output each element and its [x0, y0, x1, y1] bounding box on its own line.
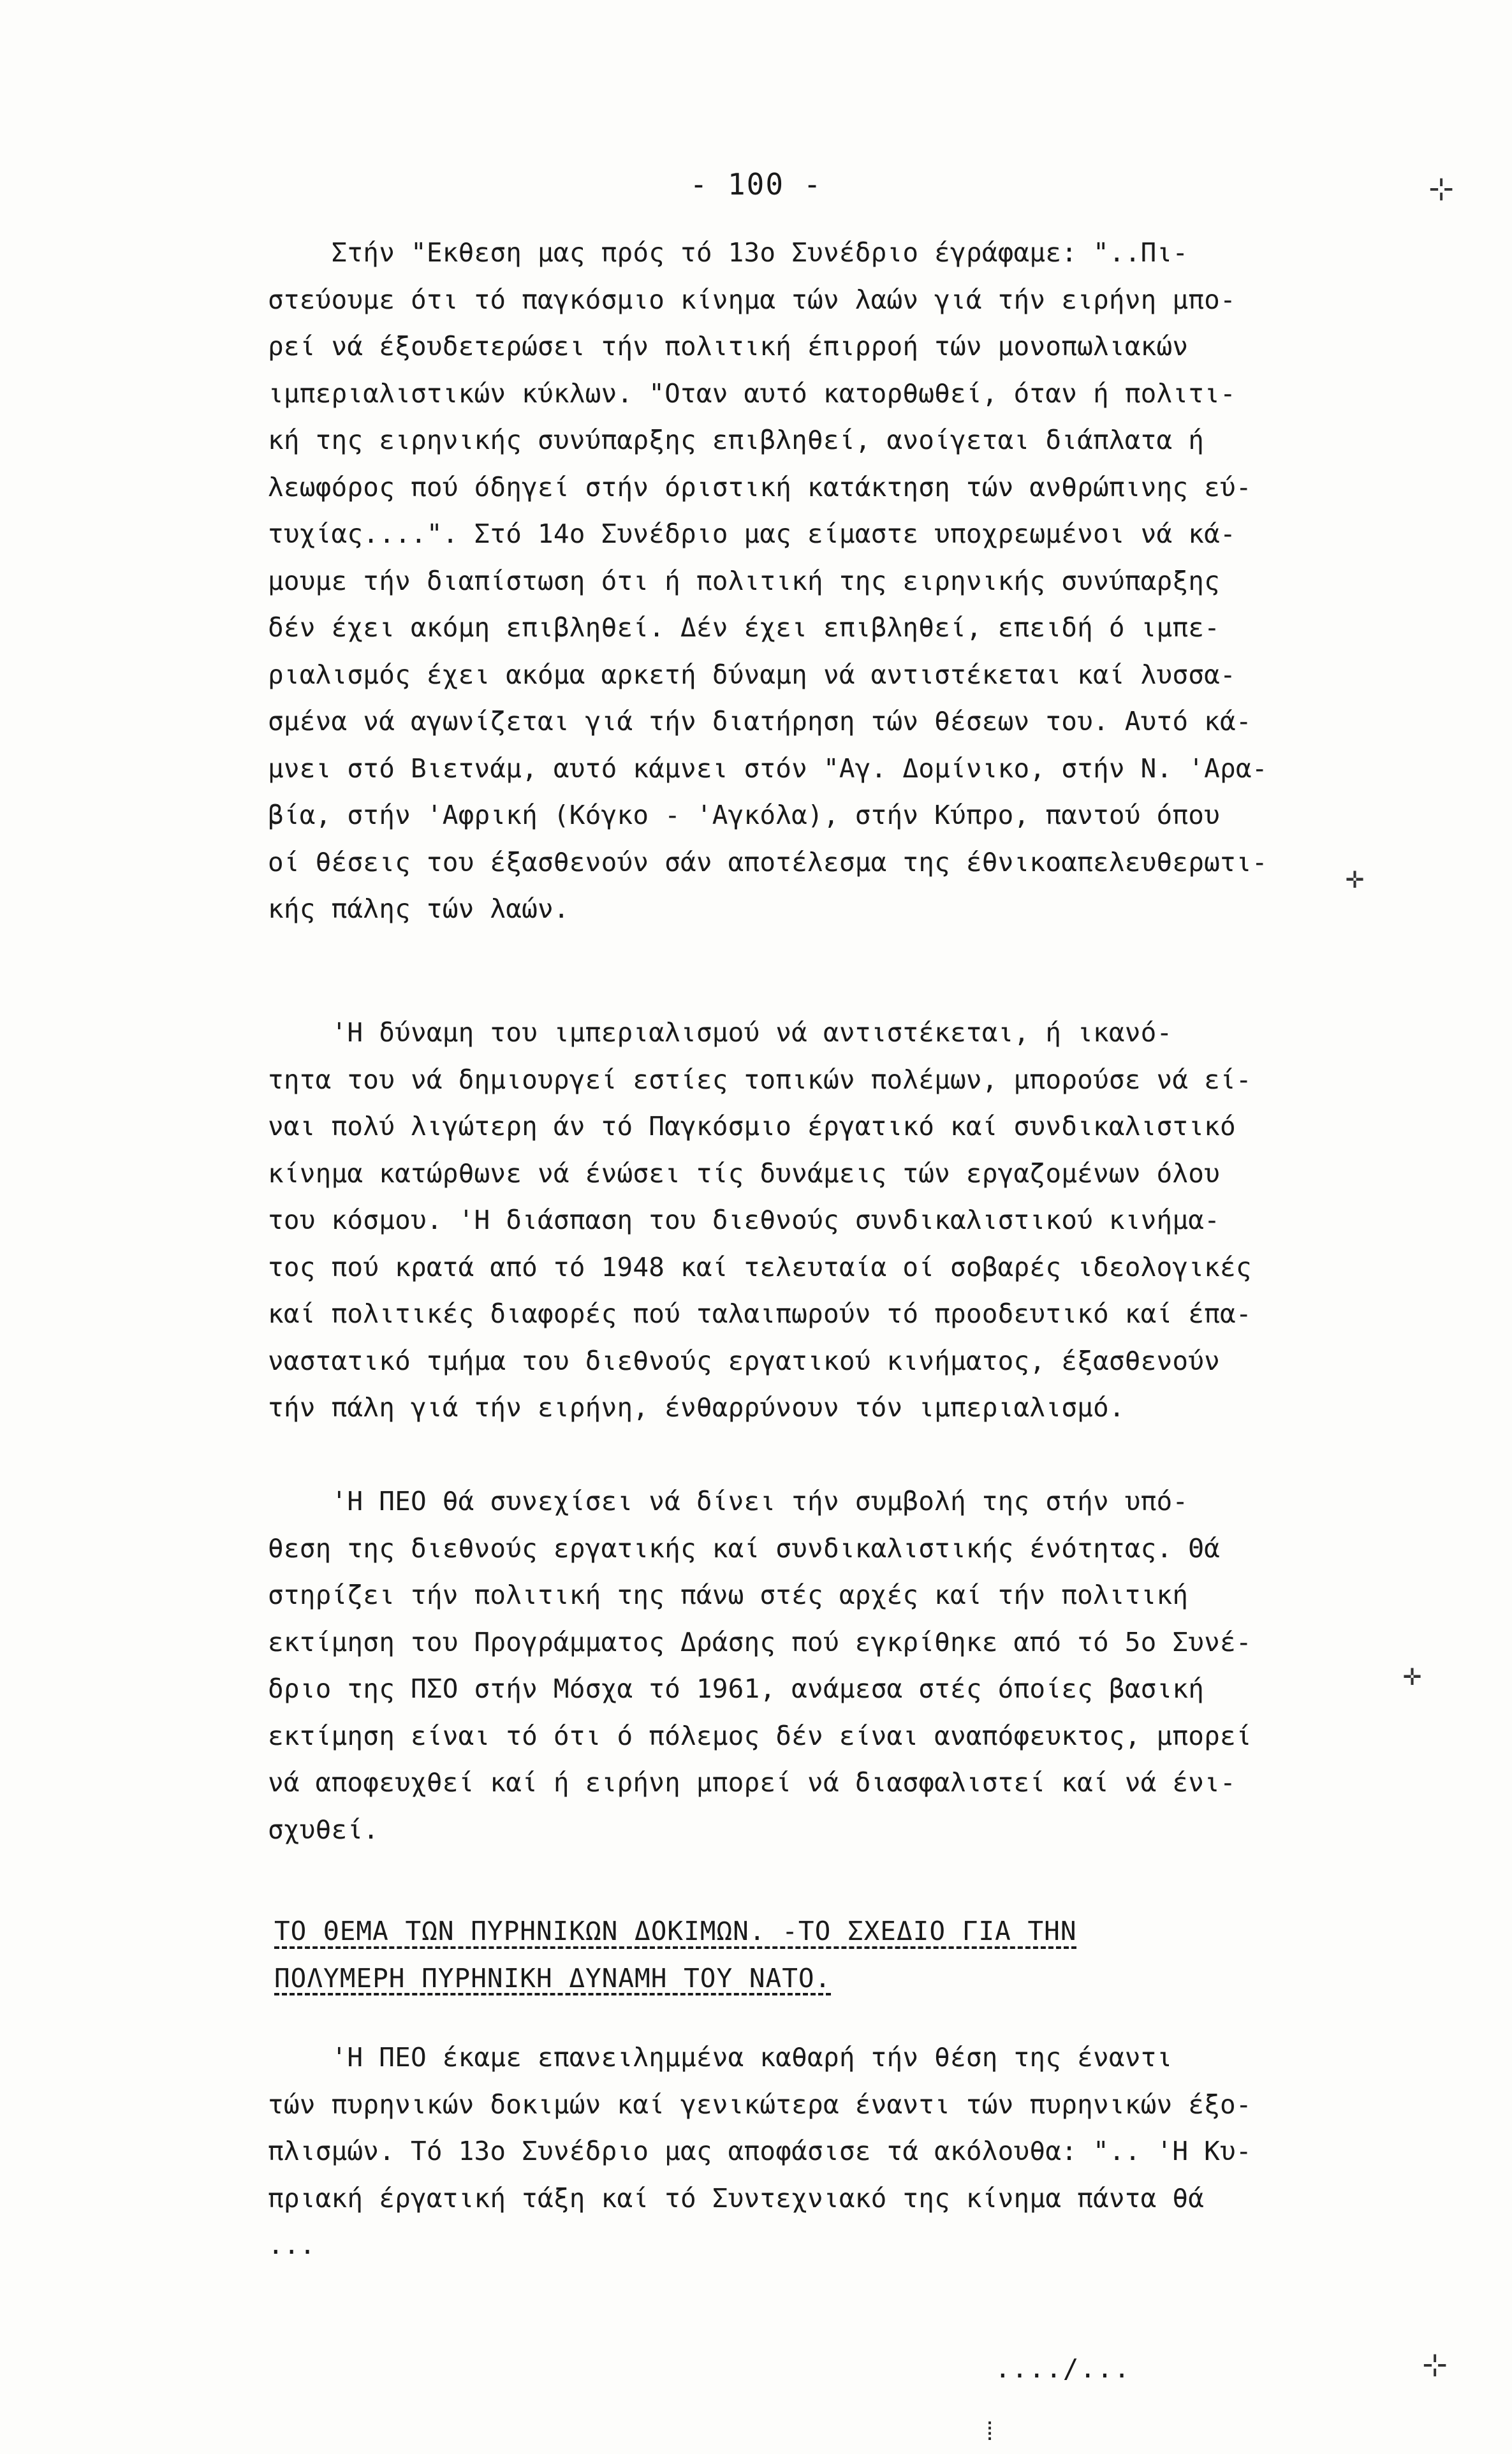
text-line: στηρίζει τήν πολιτική της πάνω στές αρχές καί τήν πολιτική: [268, 1580, 1189, 1610]
text-line: κής πάλης τών λαών.: [268, 893, 569, 924]
paragraph-nuclear-tests: [268, 2034, 1365, 2269]
text-line: τυχίας....". Στό 14ο Συνέδριο μας είμαστε υποχρεωμένοι νά κά-: [268, 518, 1236, 549]
text-line: ναι πολύ λιγώτερη άν τό Παγκόσμιο έργατικό καί συνδικαλιστικό: [268, 1111, 1236, 1142]
text-line: εκτίμηση είναι τό ότι ό πόλεμος δέν είναι αναπόφευκτος, μπορεί: [268, 1720, 1252, 1751]
text-line: δέν έχει ακόμη επιβληθεί. Δέν έχει επιβληθεί, επειδή ό ιμπε-: [268, 612, 1221, 643]
registration-mark-icon: ⊹: [1428, 171, 1455, 207]
paragraph-peo-contribution: [268, 1478, 1365, 1853]
paragraph-imperialism-strength: [268, 1010, 1365, 1432]
text-line: σχυθεί.: [268, 1814, 379, 1845]
heading-line: ΤΟ ΘΕΜΑ ΤΩΝ ΠΥΡΗΝΙΚΩΝ ΔΟΚΙΜΩΝ. -ΤΟ ΣΧΕΔΙΟ ΓΙΑ ΤΗΝ: [274, 1916, 1077, 1946]
text-line: ναστατικό τμήμα του διεθνούς εργατικού κινήματος, έξασθενούν: [268, 1345, 1221, 1376]
text-line: κίνημα κατώρθωνε νά ένώσει τίς δυνάμεις τών εργαζομένων όλου: [268, 1157, 1221, 1189]
text-line: μνει στό Βιετνάμ, αυτό κάμνει στόν "Αγ. Δομίνικο, στήν Ν. 'Αρα-: [268, 753, 1268, 784]
text-line: 'Η ΠΕΟ έκαμε επανειλημμένα καθαρή τήν θέση της έναντι: [268, 2042, 1173, 2073]
text-line: μουμε τήν διαπίστωση ότι ή πολιτική της ειρηνικής συνύπαρξης: [268, 565, 1221, 596]
text-line: ρεί νά έξουδετερώσει τήν πολιτική έπιρροή τών μονοπωλιακών: [268, 331, 1189, 362]
text-line: δριο της ΠΣΟ στήν Μόσχα τό 1961, ανάμεσα στές όποίες βασική: [268, 1673, 1205, 1704]
text-line: οί θέσεις του έξασθενούν σάν αποτέλεσμα της έθνικοαπελευθερωτι-: [268, 846, 1268, 878]
text-line: πλισμών. Τό 13ο Συνέδριο μας αποφάσισε τά ακόλουθα: ".. 'Η Κυ-: [268, 2136, 1252, 2166]
heading-line: ΠΟΛΥΜΕΡΗ ΠΥΡΗΝΙΚΗ ΔΥΝΑΜΗ ΤΟΥ ΝΑΤΟ.: [274, 1962, 832, 1994]
text-line: εκτίμηση του Προγράμματος Δράσης πού εγκρίθηκε από τό 5ο Συνέ-: [268, 1626, 1252, 1657]
text-line: 'Η δύναμη του ιμπεριαλισμού νά αντιστέκεται, ή ικανό-: [268, 1017, 1173, 1048]
text-line: στεύουμε ότι τό παγκόσμιο κίνημα τών λαών γιά τήν ειρήνη μπο-: [268, 284, 1236, 315]
text-line: ιμπεριαλιστικών κύκλων. "Οταν αυτό κατορθωθεί, όταν ή πολιτι-: [268, 378, 1236, 409]
text-line: Στήν "Εκθεση μας πρός τό 13ο Συνέδριο έγράφαμε: "..Πι-: [268, 237, 1189, 268]
registration-mark-icon: ✛: [1403, 1657, 1421, 1693]
binding-mark-icon: ⁞: [982, 2417, 998, 2446]
text-line: καί πολιτικές διαφορές πού ταλαιπωρούν τό προοδευτικό καί έπα-: [268, 1298, 1252, 1329]
text-line: θεση της διεθνούς εργατικής καί συνδικαλιστικής ένότητας. Θά: [268, 1532, 1221, 1564]
text-line: τητα του νά δημιουργεί εστίες τοπικών πολέμων, μπορούσε νά εί-: [268, 1064, 1252, 1095]
text-line: 'Η ΠΕΟ θά συνεχίσει νά δίνει τήν συμβολή της στήν υπό-: [268, 1486, 1189, 1517]
text-line: νά αποφευχθεί καί ή ειρήνη μπορεί νά διασφαλιστεί καί νά ένι-: [268, 1767, 1236, 1798]
registration-mark-icon: ⊹: [1422, 2347, 1448, 2383]
text-line: κή της ειρηνικής συνύπαρξης επιβληθεί, ανοίγεται διάπλατα ή: [268, 425, 1205, 455]
continuation-marker: ..../...: [995, 2353, 1131, 2384]
registration-mark-icon: ✛: [1346, 860, 1364, 895]
text-line: ριαλισμός έχει ακόμα αρκετή δύναμη νά αντιστέκεται καί λυσσα-: [268, 659, 1236, 690]
text-line: τών πυρηνικών δοκιμών καί γενικώτερα έναντι τών πυρηνικών έξο-: [268, 2089, 1252, 2120]
section-heading: [274, 1908, 1231, 2002]
text-line: τήν πάλη γιά τήν ειρήνη, ένθαρρύνουν τόν ιμπεριαλισμό.: [268, 1392, 1125, 1423]
text-line: λεωφόρος πού όδηγεί στήν όριστική κατάκτηση τών ανθρώπινης εύ-: [268, 471, 1252, 503]
text-line: βία, στήν 'Αφρική (Κόγκο - 'Αγκόλα), στήν Κύπρο, παντού όπου: [268, 800, 1221, 830]
paragraph-congress-report: [268, 230, 1365, 933]
text-line: σμένα νά αγωνίζεται γιά τήν διατήρηση τών θέσεων του. Αυτό κά-: [268, 706, 1252, 737]
page-number: - 100 -: [689, 167, 823, 202]
text-line: τος πού κρατά από τό 1948 καί τελευταία οί σοβαρές ιδεολογικές: [268, 1251, 1252, 1282]
text-line: του κόσμου. 'Η διάσπαση του διεθνούς συνδικαλιστικού κινήμα-: [268, 1205, 1221, 1235]
text-line: πριακή έργατική τάξη καί τό Συντεχνιακό της κίνημα πάντα θά: [268, 2182, 1205, 2214]
text-line: ...: [268, 2230, 316, 2260]
